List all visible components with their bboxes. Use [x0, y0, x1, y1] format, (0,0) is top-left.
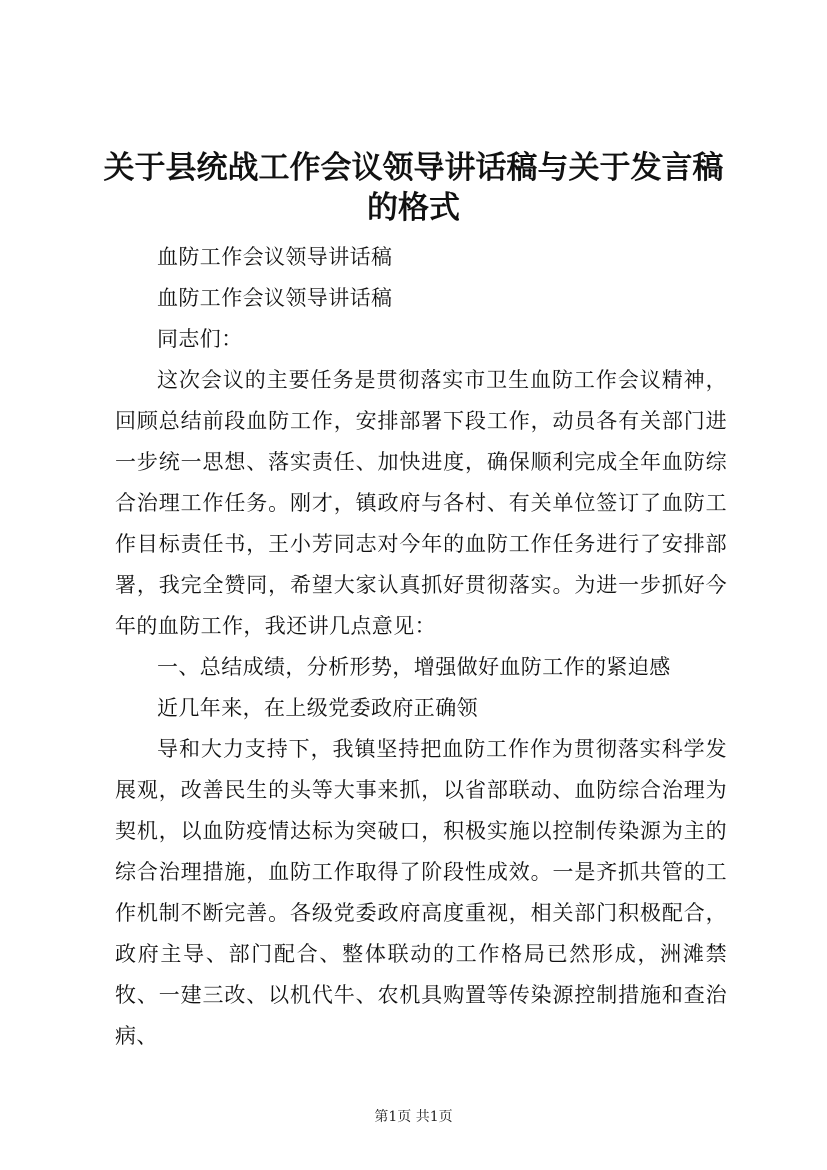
paragraph-heading-2: 血防工作会议领导讲话稿 — [157, 286, 393, 310]
paragraph-section-heading: 一、总结成绩，分析形势，增强做好血防工作的紧迫感 — [157, 655, 671, 679]
paragraph-achievements: 导和大力支持下，我镇坚持把血防工作作为贯彻落实科学发展观，改善民生的头等大事来抓，以省部联动、血防综合治理为契机，以血防疫情达标为突破口，积极实施以控制传染源为主的综合治理措施，血防工作取得了阶段性成效。一是齐抓共管的工作机制不断完善。各级党委政府高度重视，相关部门积极配合，政府主导、部门配合、整体联动的工作格局已然形成，洲滩禁牧、一建三改、以机代牛、农机具购置等传染源控制措施和查治病、 — [115, 737, 727, 1048]
paragraph-recent-years: 近几年来，在上级党委政府正确领 — [157, 696, 478, 720]
paragraph-intro: 这次会议的主要任务是贯彻落实市卫生血防工作会议精神，回顾总结前段血防工作，安排部署下段工作，动员各有关部门进一步统一思想、落实责任、加快进度，确保顺利完成全年血防综合治理工作任务。刚才，镇政府与各村、有关单位签订了血防工作目标责任书，王小芳同志对今年的血防工作任务进行了安排部署，我完全赞同，希望大家认真抓好贯彻落实。为进一步抓好今年的血防工作，我还讲几点意见： — [115, 368, 727, 638]
paragraph-heading-1: 血防工作会议领导讲话稿 — [157, 245, 393, 269]
title-line-2: 的格式 — [367, 190, 460, 226]
document-body — [115, 237, 727, 1057]
page-number: 第1页 共1页 — [374, 1109, 453, 1125]
paragraph-salutation: 同志们： — [157, 327, 243, 351]
title-line-1: 关于县统战工作会议领导讲话稿与关于发言稿 — [103, 150, 724, 186]
document-title — [100, 148, 727, 228]
